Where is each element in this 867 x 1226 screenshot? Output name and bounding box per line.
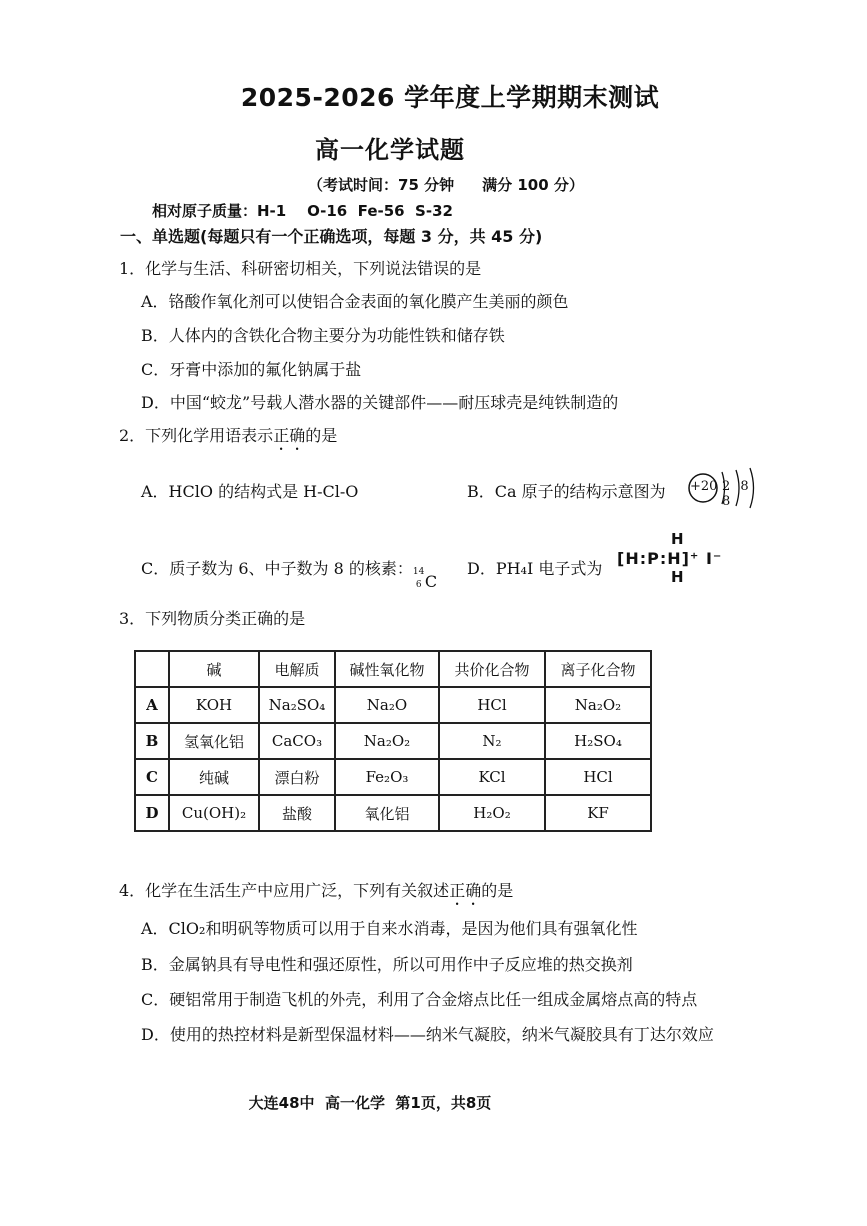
- table-row: [135, 687, 651, 723]
- table-cell: KOH: [169, 687, 259, 723]
- table-cell: A: [135, 687, 169, 723]
- question-4-stem-post: 的是: [481, 881, 514, 900]
- table-cell: Na₂O: [335, 687, 439, 723]
- atomic-masses: 相对原子质量：H-1 O-16 Fe-56 S-32: [152, 202, 453, 220]
- nuclide-mass-number: 14: [412, 567, 425, 577]
- question-2-option-d: D．PH₄I 电子式为: [467, 559, 603, 578]
- table-header-row: [135, 651, 651, 687]
- table-header-cell: 碱性氧化物: [335, 651, 439, 687]
- table-row: [135, 795, 651, 831]
- table-cell: HCl: [439, 687, 545, 723]
- calcium-atom-structure-diagram: [686, 460, 766, 516]
- question-4-option-a: A．ClO₂和明矾等物质可以用于自来水消毒，是因为他们具有强氧化性: [141, 919, 638, 938]
- question-2-option-b: B．Ca 原子的结构示意图为: [467, 482, 666, 501]
- table-row: [135, 723, 651, 759]
- question-1-option-b: B．人体内的含铁化合物主要分为功能性铁和储存铁: [141, 326, 505, 345]
- question-3-stem: 3．下列物质分类正确的是: [119, 609, 306, 628]
- table-cell: HCl: [545, 759, 651, 795]
- table-cell: 氧化铝: [335, 795, 439, 831]
- question-2-option-c: [141, 556, 439, 591]
- table-cell: N₂: [439, 723, 545, 759]
- table-cell: C: [135, 759, 169, 795]
- nuclide-symbol: C: [424, 572, 438, 591]
- table-cell: 漂白粉: [259, 759, 335, 795]
- electron-formula-top-h: H: [671, 530, 684, 548]
- table-cell: Na₂O₂: [335, 723, 439, 759]
- table-row: [135, 759, 651, 795]
- question-2-stem-pre: 2．下列化学用语表示: [119, 426, 274, 445]
- question-4-option-c: C．硬铝常用于制造飞机的外壳，利用了合金熔点比任一组成金属熔点高的特点: [141, 990, 698, 1009]
- table-cell: Cu(OH)₂: [169, 795, 259, 831]
- table-header-cell: 电解质: [259, 651, 335, 687]
- table-cell: Na₂O₂: [545, 687, 651, 723]
- table-cell: 氢氧化铝: [169, 723, 259, 759]
- question-4-option-d: D．使用的热控材料是新型保温材料——纳米气凝胶，纳米气凝胶具有丁达尔效应: [141, 1025, 714, 1044]
- exam-score: 满分 100 分）: [482, 176, 584, 194]
- question-4-stem-pre: 4．化学在生活生产中应用广泛，下列有关叙述: [119, 881, 450, 900]
- exam-time: （考试时间：75 分钟: [308, 176, 455, 194]
- table-cell: KF: [545, 795, 651, 831]
- table-cell: Na₂SO₄: [259, 687, 335, 723]
- exam-subtitle: 高一化学试题: [315, 136, 465, 164]
- table-cell: Fe₂O₃: [335, 759, 439, 795]
- electron-formula-main: [H:P:H]⁺ I⁻: [617, 549, 723, 568]
- table-cell: B: [135, 723, 169, 759]
- table-header-cell: [135, 651, 169, 687]
- question-4-option-b: B．金属钠具有导电性和强还原性，所以可用作中子反应堆的热交换剂: [141, 955, 633, 974]
- electron-shells: 2 8 8: [722, 479, 752, 509]
- table-header-cell: 共价化合物: [439, 651, 545, 687]
- table-cell: 纯碱: [169, 759, 259, 795]
- question-2-stem-emphasis: 正确: [273, 426, 306, 445]
- section-title: 一、单选题(每题只有一个正确选项，每题 3 分，共 45 分): [120, 227, 543, 246]
- question-4-stem-emphasis: 正确: [449, 881, 482, 900]
- question-4-stem: [119, 878, 513, 909]
- electron-formula-bottom-h: H: [671, 568, 684, 586]
- exam-title: 2025-2026 学年度上学期期末测试: [240, 83, 660, 112]
- question-1-option-d: D．中国“蛟龙”号载人潜水器的关键部件——耐压球壳是纯铁制造的: [141, 393, 619, 412]
- question-2-option-a: A．HClO 的结构式是 H-Cl-O: [141, 482, 359, 501]
- table-header-cell: 离子化合物: [545, 651, 651, 687]
- question-2-stem: [119, 423, 337, 454]
- table-cell: 盐酸: [259, 795, 335, 831]
- nucleus-charge: +20: [690, 479, 718, 494]
- table-cell: CaCO₃: [259, 723, 335, 759]
- question-2-stem-post: 的是: [305, 426, 338, 445]
- table-cell: H₂O₂: [439, 795, 545, 831]
- question-2-option-c-text: C．质子数为 6、中子数为 8 的核素：: [141, 559, 413, 578]
- table-header-cell: 碱: [169, 651, 259, 687]
- question-1-option-c: C．牙膏中添加的氟化钠属于盐: [141, 360, 362, 379]
- table-cell: H₂SO₄: [545, 723, 651, 759]
- page-footer: 大连48中 高一化学 第1页，共8页: [248, 1094, 492, 1112]
- table-cell: KCl: [439, 759, 545, 795]
- electron-formula: [617, 530, 777, 590]
- question-1-option-a: A．铬酸作氧化剂可以使铝合金表面的氧化膜产生美丽的颜色: [141, 292, 569, 311]
- nuclide-atomic-number: 6: [415, 580, 422, 590]
- classification-table: [134, 650, 652, 832]
- question-1-stem: 1．化学与生活、科研密切相关，下列说法错误的是: [119, 259, 482, 278]
- exam-info: [308, 174, 584, 195]
- table-cell: D: [135, 795, 169, 831]
